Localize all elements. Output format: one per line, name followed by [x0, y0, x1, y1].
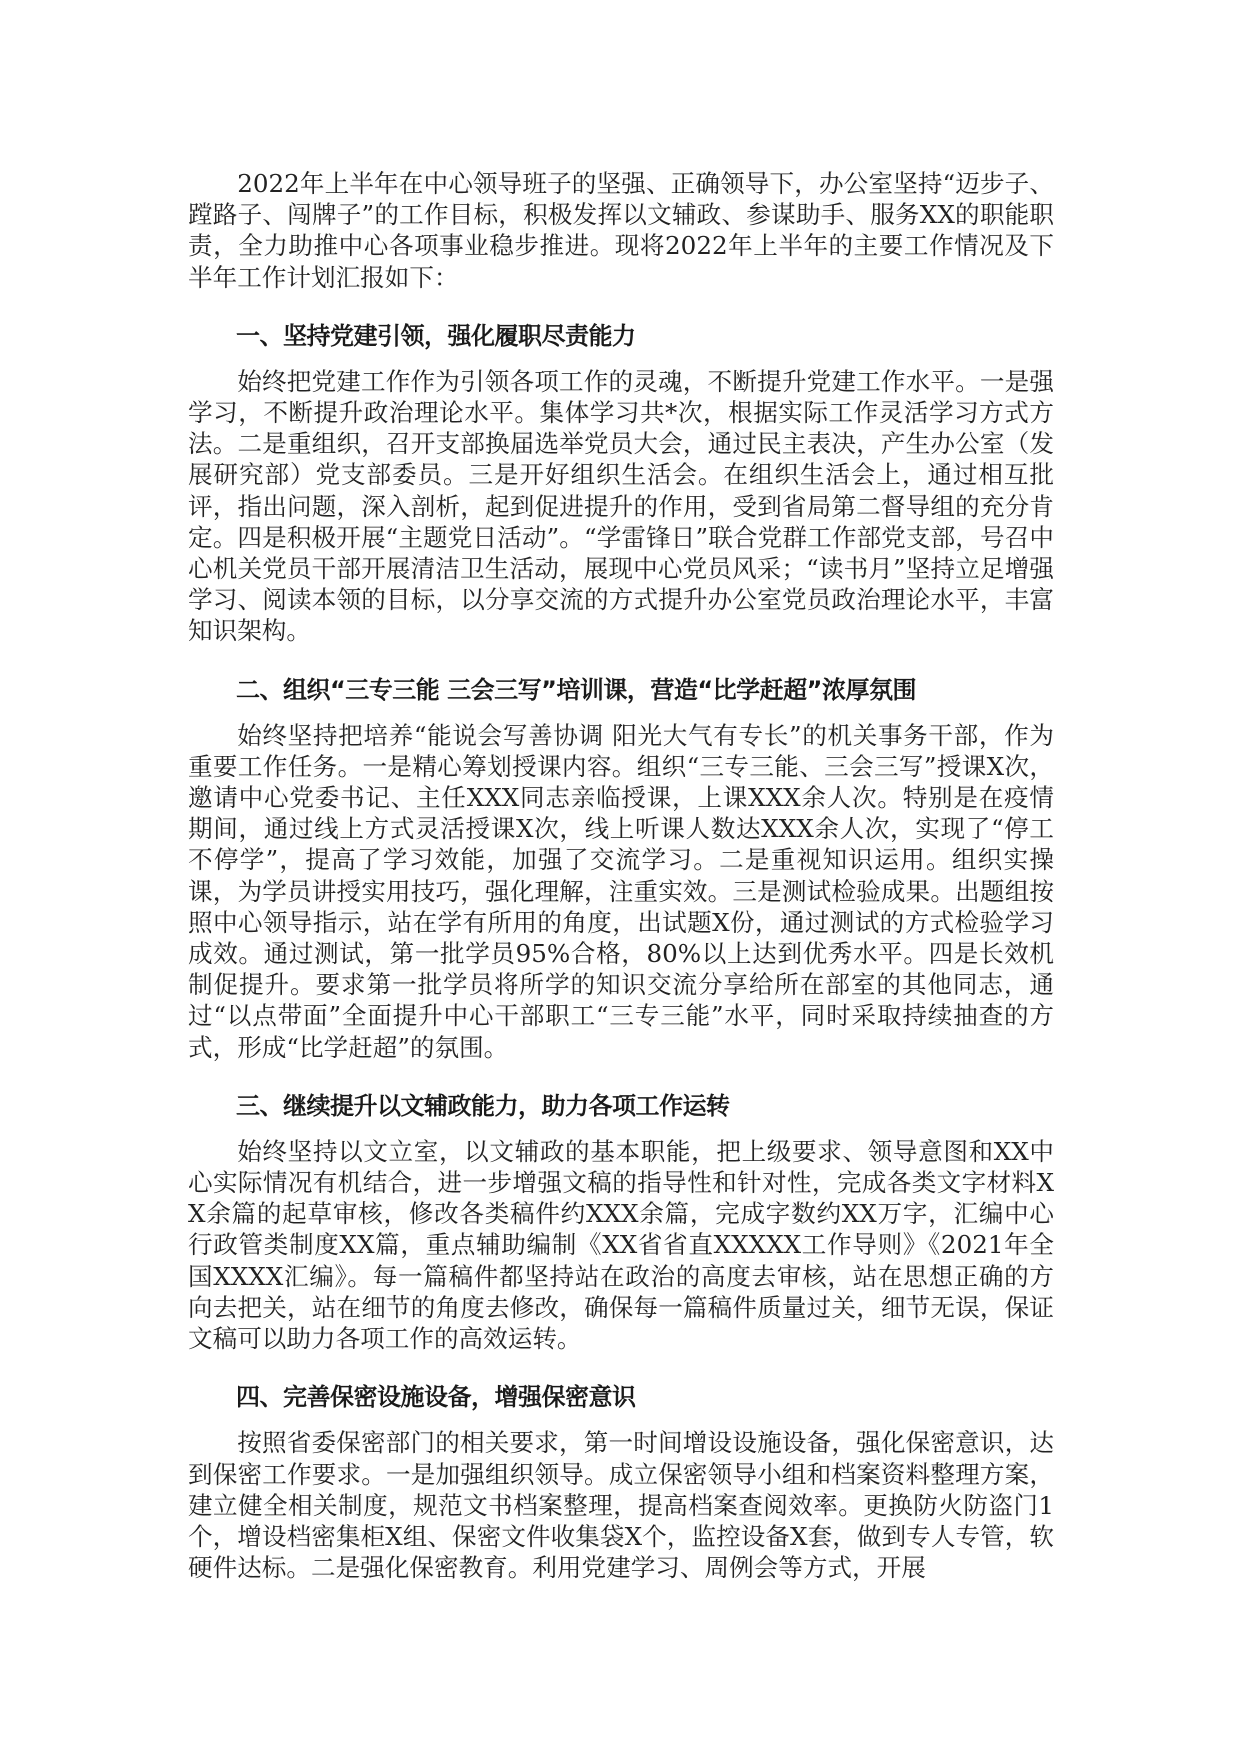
document-page: [188, 168, 1054, 1583]
section-3-heading: 三、继续提升以文辅政能力，助力各项工作运转: [236, 1091, 730, 1120]
section-2-heading: 二、组织“三专三能 三会三写”培训课，营造“比学赶超”浓厚氛围: [236, 675, 916, 704]
spacer: [188, 1063, 1054, 1077]
spacer: [188, 293, 1054, 307]
spacer: [188, 647, 1054, 661]
section-4-body: 按照省委保密部门的相关要求，第一时间增设设施设备，强化保密意识，达到保密工作要求。一是加强组织领导。成立保密领导小组和档案资料整理方案，建立健全相关制度，规范文书档案整理，提高档案查阅效率。更换防火防盗门1个，增设档密集柜X组、保密文件收集袋X个，监控设备X套，做到专人专管，软硬件达标。二是强化保密教育。利用党建学习、周例会等方式，开展: [188, 1428, 1054, 1583]
section-1-body: 始终把党建工作作为引领各项工作的灵魂，不断提升党建工作水平。一是强学习，不断提升政治理论水平。集体学习共*次，根据实际工作灵活学习方式方法。二是重组织，召开支部换届选举党员大会，通过民主表决，产生办公室（发展研究部）党支部委员。三是开好组织生活会。在组织生活会上，通过相互批评，指出问题，深入剖析，起到促进提升的作用，受到省局第二督导组的充分肯定。四是积极开展“主题党日活动”。“学雷锋日”联合党群工作部党支部，号召中心机关党员干部开展清洁卫生活动，展现中心党员风采；“读书月”坚持立足增强学习、阅读本领的目标，以分享交流的方式提升办公室党员政治理论水平，丰富知识架构。: [188, 366, 1054, 646]
spacer: [188, 1354, 1054, 1368]
intro-paragraph: 2022年上半年在中心领导班子的坚强、正确领导下，办公室坚持“迈步子、蹚路子、闯牌子”的工作目标，积极发挥以文辅政、参谋助手、服务XX的职能职责，全力助推中心各项事业稳步推进。现将2022年上半年的主要工作情况及下半年工作计划汇报如下：: [188, 169, 1054, 292]
section-4-heading: 四、完善保密设施设备，增强保密意识: [236, 1383, 636, 1412]
section-2-body: 始终坚持把培养“能说会写善协调 阳光大气有专长”的机关事务干部，作为重要工作任务。一是精心筹划授课内容。组织“三专三能、三会三写”授课X次，邀请中心党委书记、主任XXX同志亲临授课，上课XXX余人次。特别是在疫情期间，通过线上方式灵活授课X次，线上听课人数达XXX余人次，实现了“停工不停学”，提高了学习效能，加强了交流学习。二是重视知识运用。组织实操课，为学员讲授实用技巧，强化理解，注重实效。三是测试检验成果。出题组按照中心领导指示，站在学有所用的角度，出试题X份，通过测试的方式检验学习成效。通过测试，第一批学员95%合格，80%以上达到优秀水平。四是长效机制促提升。要求第一批学员将所学的知识交流分享给所在部室的其他同志，通过“以点带面”全面提升中心干部职工“三专三能”水平，同时采取持续抽查的方式，形成“比学赶超”的氛围。: [188, 720, 1054, 1062]
section-1-heading: 一、坚持党建引领，强化履职尽责能力: [236, 321, 636, 350]
section-3-body: 始终坚持以文立室，以文辅政的基本职能，把上级要求、领导意图和XX中心实际情况有机结合，进一步增强文稿的指导性和针对性，完成各类文字材料XX余篇的起草审核，修改各类稿件约XXX余篇，完成字数约XX万字，汇编中心行政管类制度XX篇，重点辅助编制《XX省省直XXXXX工作导则》《2021年全国XXXX汇编》。每一篇稿件都坚持站在政治的高度去审核，站在思想正确的方向去把关，站在细节的角度去修改，确保每一篇稿件质量过关，细节无误，保证文稿可以助力各项工作的高效运转。: [188, 1136, 1054, 1354]
